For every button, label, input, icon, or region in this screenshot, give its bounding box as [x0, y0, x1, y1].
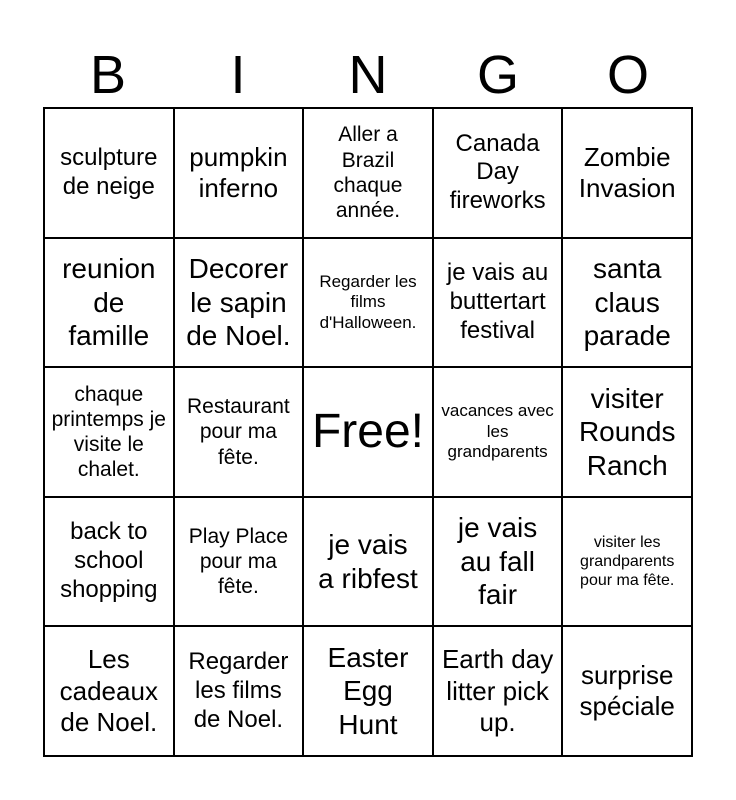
cell-text: je vais au buttertart festival [446, 259, 549, 344]
cell-text: Play Place pour ma fête. [188, 524, 288, 599]
bingo-cell[interactable] [562, 238, 692, 368]
cell-text: Regarder les films de Noel. [188, 648, 289, 733]
cell-text: Decorer le sapin de Noel. [186, 253, 291, 352]
bingo-cell[interactable] [562, 497, 692, 627]
cell-text: vacances avec les grandparents [441, 401, 554, 462]
bingo-cell[interactable] [44, 626, 174, 756]
cell-text: surprise spéciale [579, 660, 675, 722]
bingo-cell[interactable] [562, 367, 692, 497]
header-letter-b: B [89, 45, 127, 105]
header-letter-g: G [476, 45, 519, 105]
cell-text: Regarder les films d'Halloween. [319, 271, 417, 332]
bingo-cell[interactable] [433, 626, 563, 756]
cell-text: chaque printemps je visite le chalet. [51, 382, 166, 482]
cell-text: Canada Day fireworks [449, 129, 546, 215]
cell-text: visiter Rounds Ranch [578, 382, 676, 481]
bingo-cell[interactable] [303, 626, 433, 756]
bingo-cell[interactable] [174, 108, 304, 238]
bingo-cell[interactable] [433, 497, 563, 627]
bingo-cell[interactable] [433, 108, 563, 238]
bingo-cell[interactable] [303, 238, 433, 368]
cell-text: Les cadeaux de Noel. [59, 644, 158, 737]
cell-text: Zombie Invasion [578, 141, 676, 203]
header-letter-o: O [606, 45, 649, 105]
header-letter-i: I [230, 45, 246, 105]
bingo-cell[interactable] [44, 108, 174, 238]
bingo-grid [43, 107, 693, 757]
bingo-cell[interactable] [433, 238, 563, 368]
bingo-cell[interactable] [174, 238, 304, 368]
bingo-cell[interactable] [303, 108, 433, 238]
cell-text: back to school shopping [60, 518, 158, 603]
cell-text: visiter les grandparents pour ma fête. [580, 533, 675, 590]
free-cell[interactable] [303, 367, 433, 497]
cell-text: je vais a ribfest [318, 529, 418, 594]
cell-text: Free! [311, 405, 424, 459]
bingo-header [43, 44, 693, 106]
bingo-cell[interactable] [562, 626, 692, 756]
cell-text: reunion de famille [62, 253, 156, 352]
bingo-cell[interactable] [174, 626, 304, 756]
bingo-cell[interactable] [44, 238, 174, 368]
header-letter-n: N [348, 45, 388, 105]
cell-text: Aller a Brazil chaque année. [333, 123, 403, 222]
bingo-cell[interactable] [44, 367, 174, 497]
cell-text: Restaurant pour ma fête. [187, 395, 290, 469]
cell-text: pumpkin inferno [189, 141, 288, 203]
bingo-cell[interactable] [433, 367, 563, 497]
cell-text: Easter Egg Hunt [327, 641, 409, 740]
cell-text: sculpture de neige [60, 144, 158, 200]
cell-text: Earth day litter pick up. [441, 644, 554, 737]
bingo-cell[interactable] [174, 367, 304, 497]
bingo-cell[interactable] [562, 108, 692, 238]
bingo-cell[interactable] [44, 497, 174, 627]
cell-text: je vais au fall fair [457, 512, 538, 611]
bingo-cell[interactable] [303, 497, 433, 627]
bingo-cell[interactable] [174, 497, 304, 627]
cell-text: santa claus parade [583, 253, 671, 352]
